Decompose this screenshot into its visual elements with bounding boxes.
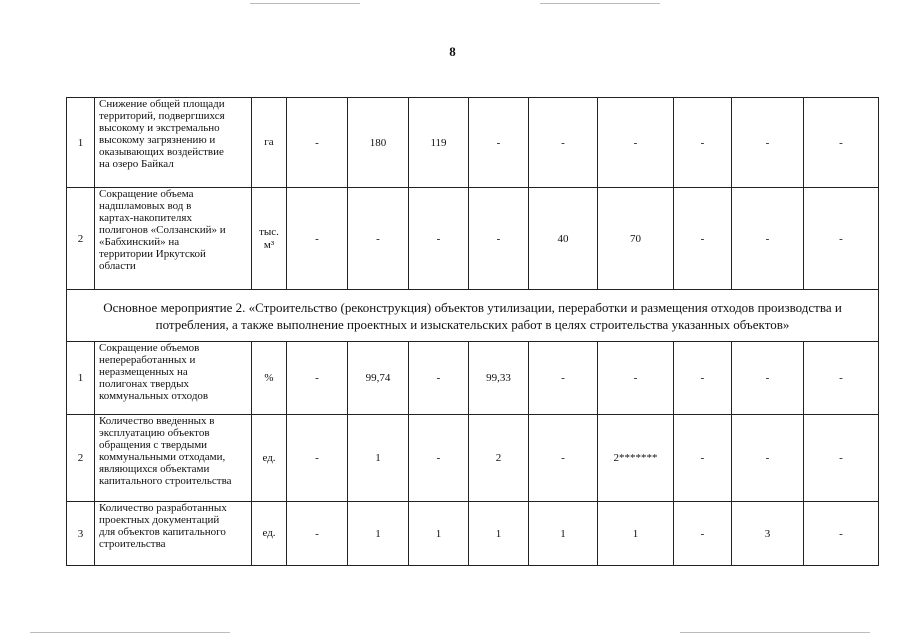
table-row (67, 415, 879, 502)
description-line: являющихся объектами (99, 463, 210, 475)
description-line: строительства (99, 538, 166, 550)
description-line: непереработанных и (99, 354, 196, 366)
description-line: Сокращение объемов (99, 342, 200, 354)
indicator-description (95, 98, 252, 188)
value-cell: - (598, 98, 674, 188)
value-cell: - (674, 415, 732, 502)
value-cell: - (674, 502, 732, 566)
unit-cell (252, 98, 287, 188)
value-cell: - (674, 98, 732, 188)
unit-cell (252, 188, 287, 290)
value-cell: 1 (598, 502, 674, 566)
description-line: капитального строительства (99, 475, 232, 487)
row-number: 1 (67, 342, 95, 415)
description-line: полигонов «Солзанский» и (99, 224, 226, 236)
description-line: неразмещенных на (99, 366, 188, 378)
scan-artifact-line (680, 632, 870, 633)
description-line: Количество разработанных (99, 502, 227, 514)
indicator-description (95, 502, 252, 566)
description-line: коммунальными отходами, (99, 451, 226, 463)
scan-artifact-line (540, 3, 660, 4)
value-cell: - (732, 188, 804, 290)
description-line: эксплуатацию объектов (99, 427, 210, 439)
description-line: Количество введенных в (99, 415, 215, 427)
scan-artifact-line (30, 632, 230, 633)
description-line: коммунальных отходов (99, 390, 209, 402)
description-line: территории Иркутской (99, 248, 206, 260)
value-cell: - (287, 98, 348, 188)
value-cell: - (287, 502, 348, 566)
description-line: «Бабхинский» на (99, 236, 180, 248)
indicator-description (95, 188, 252, 290)
table-row (67, 502, 879, 566)
description-line: Снижение общей площади (99, 98, 225, 110)
value-cell: 99,74 (348, 342, 409, 415)
value-cell: 1 (469, 502, 529, 566)
value-cell: 3 (732, 502, 804, 566)
description-line: высокому и экстремально (99, 122, 220, 134)
unit-cell (252, 342, 287, 415)
value-cell: 2******* (598, 415, 674, 502)
value-cell: - (348, 188, 409, 290)
unit-line: % (264, 371, 274, 384)
value-cell: 1 (348, 502, 409, 566)
value-cell: - (529, 342, 598, 415)
value-cell: 40 (529, 188, 598, 290)
indicator-description (95, 342, 252, 415)
row-number: 3 (67, 502, 95, 566)
value-cell: 180 (348, 98, 409, 188)
value-cell: - (287, 415, 348, 502)
indicators-table (66, 97, 879, 566)
unit-line: тыс. (259, 225, 279, 238)
unit-line: м³ (263, 238, 275, 251)
section-heading-row (67, 290, 879, 342)
value-cell: - (598, 342, 674, 415)
description-line: обращения с твердыми (99, 439, 208, 451)
value-cell: - (732, 98, 804, 188)
value-cell: - (732, 415, 804, 502)
unit-line: ед. (262, 451, 276, 464)
unit-line: га (264, 136, 274, 148)
table-row (67, 188, 879, 290)
value-cell: - (804, 98, 879, 188)
section-heading: Основное мероприятие 2. «Строительство (реконструкция) объектов утилизации, переработки и размещения отходов производства и потребления, а также выполнение проектных и изыскательских работ в целях строительства указанных объектов» (67, 290, 879, 342)
value-cell: - (804, 415, 879, 502)
value-cell: 1 (529, 502, 598, 566)
value-cell: - (409, 342, 469, 415)
value-cell: - (674, 188, 732, 290)
value-cell: 1 (409, 502, 469, 566)
value-cell: 2 (469, 415, 529, 502)
page-number: 8 (449, 44, 456, 59)
table-body-group-1 (67, 98, 879, 290)
indicator-description (95, 415, 252, 502)
description-line: картах-накопителях (99, 212, 192, 224)
description-line: полигонах твердых (99, 378, 190, 390)
value-cell: - (674, 342, 732, 415)
value-cell: - (287, 188, 348, 290)
description-line: Сокращение объема (99, 188, 194, 200)
unit-cell (252, 415, 287, 502)
value-cell: - (469, 98, 529, 188)
value-cell: 70 (598, 188, 674, 290)
value-cell: - (804, 188, 879, 290)
value-cell: - (469, 188, 529, 290)
scan-artifact-line (250, 3, 360, 4)
value-cell: - (287, 342, 348, 415)
value-cell: - (804, 502, 879, 566)
value-cell: 1 (348, 415, 409, 502)
row-number: 1 (67, 98, 95, 188)
description-line: оказывающих воздействие (99, 146, 224, 158)
table-body-section (67, 290, 879, 342)
table-row (67, 342, 879, 415)
unit-line: ед. (262, 527, 276, 539)
unit-cell (252, 502, 287, 566)
description-line: надшламовых вод в (99, 200, 192, 212)
value-cell: - (529, 415, 598, 502)
description-line: на озеро Байкал (99, 158, 174, 170)
value-cell: - (804, 342, 879, 415)
description-line: территорий, подвергшихся (99, 110, 225, 122)
value-cell: - (529, 98, 598, 188)
value-cell: - (409, 415, 469, 502)
value-cell: - (732, 342, 804, 415)
value-cell: 119 (409, 98, 469, 188)
description-line: высокому загрязнению и (99, 134, 216, 146)
row-number: 2 (67, 188, 95, 290)
row-number: 2 (67, 415, 95, 502)
table-body-group-2 (67, 342, 879, 566)
description-line: для объектов капитального (99, 526, 226, 538)
value-cell: - (409, 188, 469, 290)
value-cell: 99,33 (469, 342, 529, 415)
description-line: проектных документаций (99, 514, 220, 526)
table-row (67, 98, 879, 188)
description-line: области (99, 260, 136, 272)
